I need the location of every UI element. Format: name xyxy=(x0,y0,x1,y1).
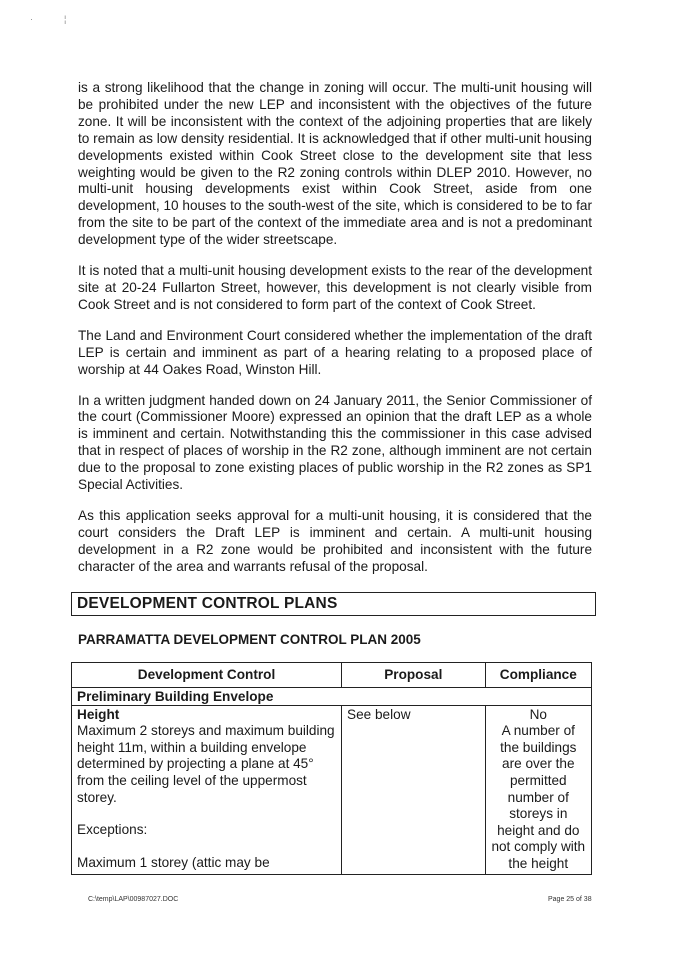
control-cell xyxy=(72,705,342,874)
footer-page-number: Page 25 of 38 xyxy=(548,896,592,903)
band-label: Preliminary Building Envelope xyxy=(72,687,592,705)
table-band-row xyxy=(72,687,592,705)
header-proposal: Proposal xyxy=(342,662,486,687)
exceptions-text: Maximum 1 storey (attic may be xyxy=(77,854,270,870)
proposal-cell: See below xyxy=(342,705,486,874)
subheading: PARRAMATTA DEVELOPMENT CONTROL PLAN 2005 xyxy=(78,631,421,647)
paragraph: In a written judgment handed down on 24 January 2011, the Senior Commissioner of the court (Commissioner Moore) expressed an opinion that the draft LEP as a whole is imminent and certain. Notwithstanding this the commissioner in this case advised that in respect of places of worship in the R2 zone, although imminent are not certain due to the proposal to zone existing places of public worship in the R2 zones as SP1 Special Activities. xyxy=(78,392,592,493)
table-row xyxy=(72,705,592,874)
control-text: Maximum 2 storeys and maximum building height 11m, within a building envelope determined by projecting a plane at 45° from the ceiling level of the uppermost storey. xyxy=(77,723,335,805)
control-title: Height xyxy=(77,706,120,722)
compliance-text: A number of the buildings are over the permitted number of storeys in height and do not comply with the height xyxy=(491,723,586,871)
table-header-row xyxy=(72,662,592,687)
section-title: DEVELOPMENT CONTROL PLANS xyxy=(71,592,596,616)
paragraph: As this application seeks approval for a multi-unit housing, it is considered that the court considers the Draft LEP is imminent and certain. A multi-unit housing development in a R2 zone would be prohibited and inconsistent with the future character of the area and warrants refusal of the proposal. xyxy=(78,507,592,574)
compliance-cell xyxy=(485,705,591,874)
paragraph: The Land and Environment Court considered whether the implementation of the draft LEP is certain and imminent as part of a hearing relating to a proposed place of worship at 44 Oakes Road, Winston Hill. xyxy=(78,327,592,377)
header-development-control: Development Control xyxy=(72,662,342,687)
paragraph: It is noted that a multi-unit housing development exists to the rear of the development site at 20-24 Fullarton Street, however, this development is not clearly visible from Cook Street and is not considered to form part of the context of Cook Street. xyxy=(78,263,592,312)
scan-mark: ¦ xyxy=(64,14,67,24)
scan-mark: · xyxy=(30,14,33,24)
header-compliance: Compliance xyxy=(485,662,591,687)
footer-file-path: C:\temp\LAP\00987027.DOC xyxy=(88,896,179,903)
paragraph: is a strong likelihood that the change in zoning will occur. The multi-unit housing will be prohibited under the new LEP and inconsistent with the objectives of the future zone. It will be inconsistent with the context of the adjoining properties that are likely to remain as low density residential. It is acknowledged that if other multi-unit housing developments existed within Cook Street close to the development site that less weighting would be given to the R2 zoning controls within DLEP 2010. However, no multi-unit housing developments exist within Cook Street, aside from one development, 10 houses to the south-west of the site, which is considered to be to far from the site to be part of the context of the immediate area and is not a predominant development type of the wider streetscape. xyxy=(78,80,592,248)
exceptions-label: Exceptions: xyxy=(77,822,148,838)
compliance-status: No xyxy=(529,706,547,722)
page-body xyxy=(78,80,592,875)
development-control-table xyxy=(71,662,592,875)
